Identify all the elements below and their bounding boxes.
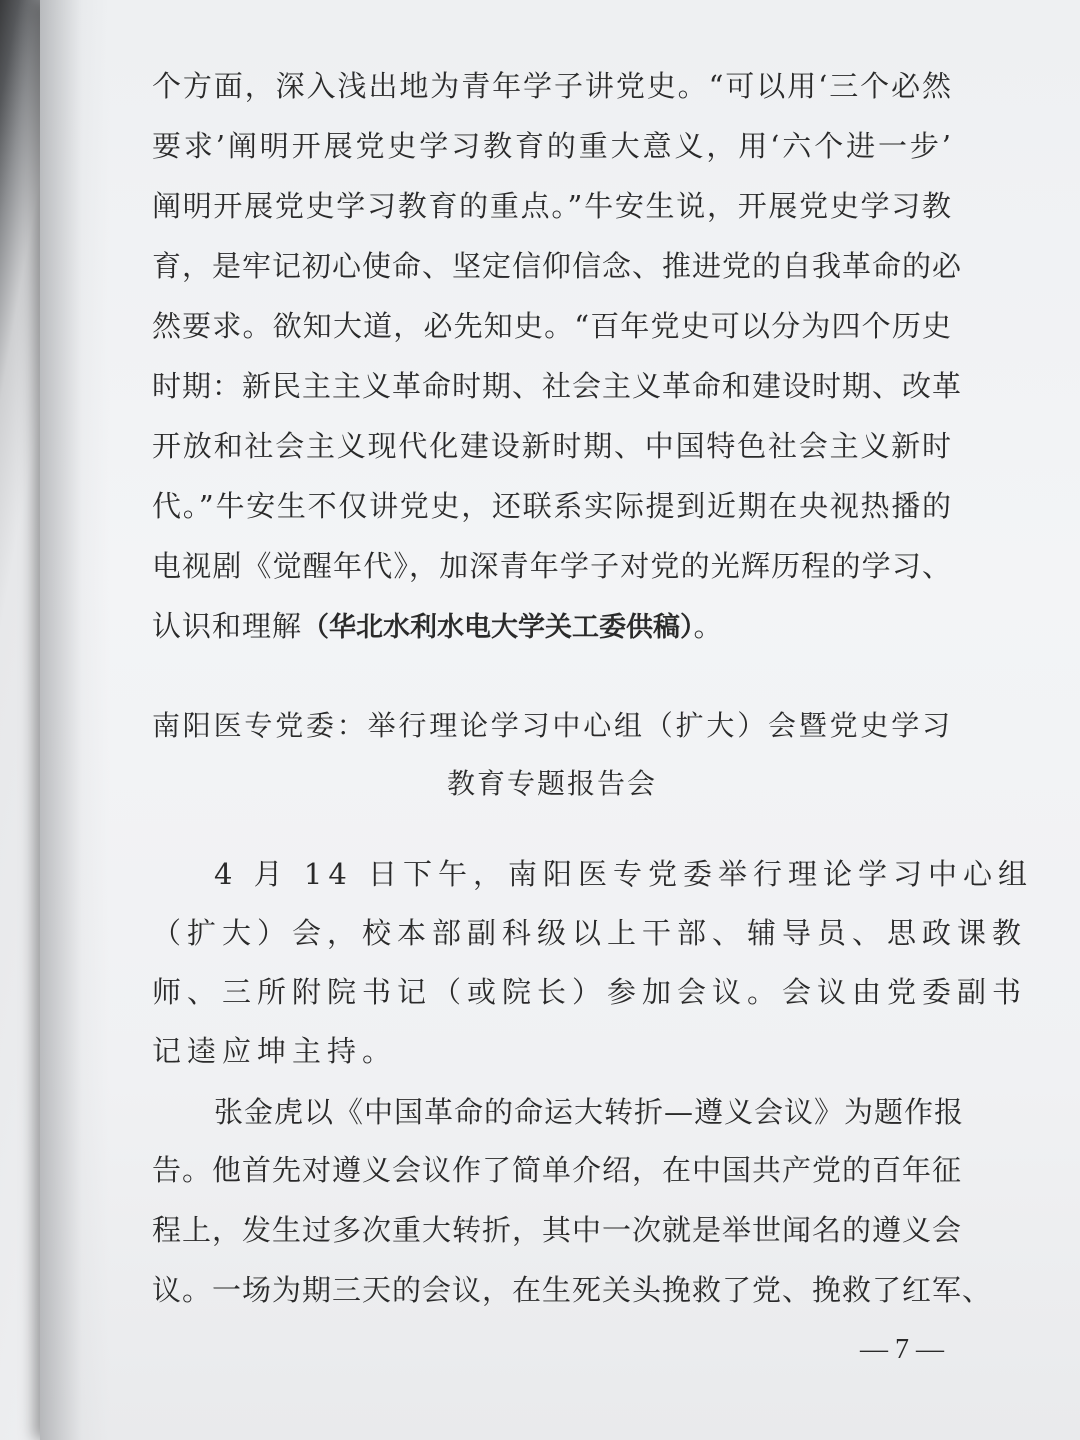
para1-line-10	[152, 606, 952, 648]
section-heading-line-1: 南阳医专党委：举行理论学习中心组（扩大）会暨党史学习	[152, 709, 952, 742]
para3-line-1: 张金虎以《中国革命的命运大转折—遵义会议》为题作报	[214, 1095, 965, 1129]
para1-line-9: 电视剧《觉醒年代》，加深青年学子对党的光辉历程的学习、	[152, 549, 952, 583]
para1-line-7: 开放和社会主义现代化建设新时期、中国特色社会主义新时	[152, 429, 952, 463]
para1-end-punct: 。	[693, 609, 724, 643]
para2-line-2: （扩大）会，校本部副科级以上干部、辅导员、思政课教	[152, 916, 1028, 950]
para2-line-3: 师、三所附院书记（或院长）参加会议。会议由党委副书	[152, 975, 1028, 1009]
section-heading-line-2: 教育专题报告会	[446, 767, 657, 800]
para1-last-text: 认识和理解	[152, 609, 303, 643]
para1-line-1: 个方面，深入浅出地为青年学子讲党史。“可以用‘三个必然	[152, 69, 952, 103]
para2-line-1: 4 月 14 日下午，南阳医专党委举行理论学习中心组	[214, 857, 1034, 891]
para3-line-2: 告。他首先对遵义会议作了简单介绍，在中国共产党的百年征	[152, 1153, 963, 1187]
para1-line-3: 阐明开展党史学习教育的重点。”牛安生说，开展党史学习教	[152, 189, 952, 223]
para3-line-3: 程上，发生过多次重大转折，其中一次就是举世闻名的遵义会	[152, 1213, 963, 1247]
para1-line-4: 育，是牢记初心使命、坚定信仰信念、推进党的自我革命的必	[152, 249, 963, 283]
para1-line-5: 然要求。欲知大道，必先知史。“百年党史可以分为四个历史	[152, 309, 952, 343]
para3-line-4: 议。一场为期三天的会议，在生死关头挽救了党、挽救了红军、	[152, 1273, 993, 1307]
page-number: — 7 —	[860, 1334, 944, 1365]
para1-line-8: 代。”牛安生不仅讲党史，还联系实际提到近期在央视热播的	[152, 489, 952, 523]
source-credit: （华北水利水电大学关工委供稿）	[302, 612, 694, 643]
para2-line-4: 记逵应坤主持。	[152, 1034, 398, 1068]
para1-line-6: 时期：新民主主义革命时期、社会主义革命和建设时期、改革	[152, 369, 963, 403]
para1-line-2: 要求’阐明开展党史学习教育的重大意义，用‘六个进一步’	[152, 129, 952, 163]
